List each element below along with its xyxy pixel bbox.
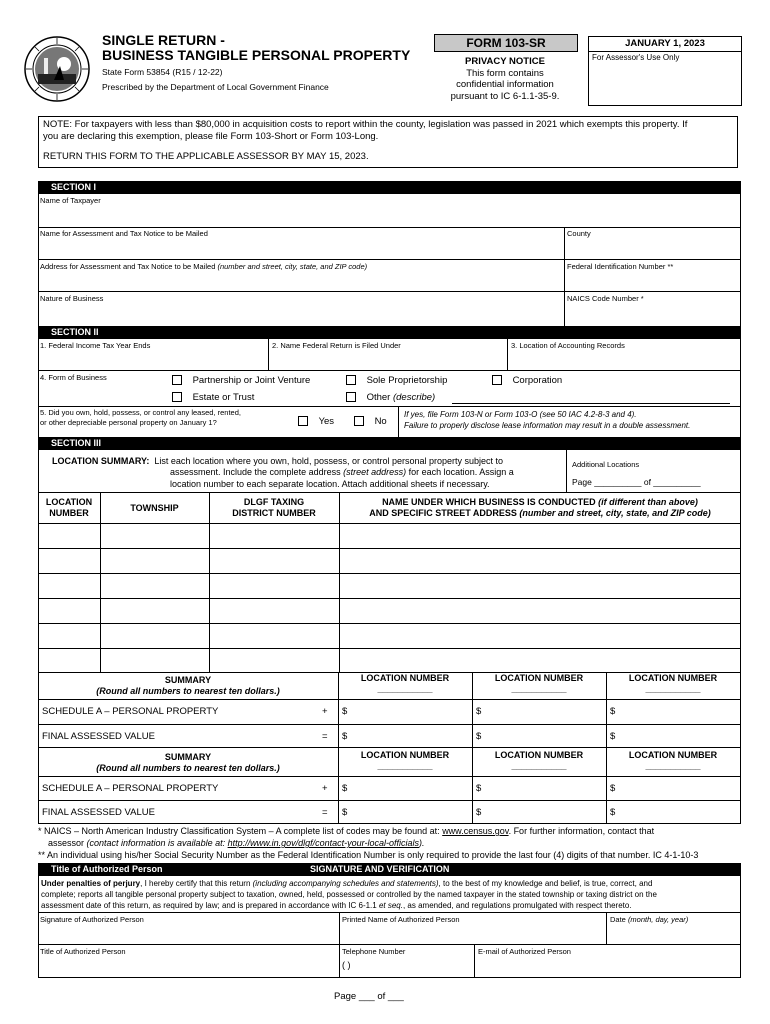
table-row[interactable] xyxy=(38,623,741,624)
col-business-name: NAME UNDER WHICH BUSINESS IS CONDUCTED (if different than above) AND SPECIFIC STREET ADDRESS (number and street, city, state, and ZIP code) xyxy=(369,497,711,518)
note-line: you are declaring this exemption, please file Form 103-Short or Form 103-Long. xyxy=(43,131,379,142)
section-1-header: SECTION I xyxy=(38,181,741,193)
checkbox[interactable] xyxy=(298,416,308,426)
dollar-field[interactable]: $ xyxy=(342,783,348,794)
dollar-field[interactable]: $ xyxy=(476,731,482,742)
dollar-field[interactable]: $ xyxy=(610,706,616,717)
prescribed-by: Prescribed by the Department of Local Government Finance xyxy=(102,82,329,92)
dollar-field[interactable]: $ xyxy=(610,807,616,818)
equals-sign: = xyxy=(322,731,328,742)
dollar-field[interactable]: $ xyxy=(610,731,616,742)
dollar-field[interactable]: $ xyxy=(342,807,348,818)
name-mailed-field[interactable]: Name for Assessment and Tax Notice to be Mailed xyxy=(40,229,208,238)
summary-title: SUMMARY xyxy=(164,752,212,762)
page-number: Page ___ of ___ xyxy=(334,991,404,1002)
dlgf-contact-link[interactable]: http://www.in.gov/dlgf/contact-your-local-officials xyxy=(227,838,420,848)
tax-year-ends-field[interactable]: 1. Federal Income Tax Year Ends xyxy=(40,341,151,350)
privacy-title: PRIVACY NOTICE xyxy=(465,56,545,67)
equals-sign: = xyxy=(322,807,328,818)
state-form-number: State Form 53854 (R15 / 12-22) xyxy=(102,67,223,77)
return-instruction: RETURN THIS FORM TO THE APPLICABLE ASSESSOR BY MAY 15, 2023. xyxy=(43,151,369,162)
final-assessed-label: FINAL ASSESSED VALUE xyxy=(42,807,155,818)
checkbox[interactable] xyxy=(346,392,356,402)
privacy-line: pursuant to IC 6-1.1-35-9. xyxy=(450,90,560,102)
location-number-header: LOCATION NUMBER ___________ xyxy=(494,673,584,694)
naics-footnote: * NAICS – North American Industry Classification System – A complete list of codes may be found at: www.census.gov. For further information, contact that xyxy=(38,826,655,836)
privacy-notice xyxy=(434,56,576,102)
section-3-header: SECTION III xyxy=(38,437,741,449)
federal-return-name-field[interactable]: 2. Name Federal Return is Filed Under xyxy=(272,341,401,350)
schedule-a-label: SCHEDULE A – PERSONAL PROPERTY xyxy=(42,783,219,794)
note-line: NOTE: For taxpayers with less than $80,000 in acquisition costs to report within the county, legislation was passed in 2021 which exempts this property. If xyxy=(43,119,688,130)
estate-trust-option[interactable]: Estate or Trust xyxy=(172,392,254,404)
col-township: TOWNSHIP xyxy=(130,503,179,513)
location-number-header: LOCATION NUMBER ___________ xyxy=(494,750,584,771)
privacy-line: confidential information xyxy=(456,79,554,90)
date-field[interactable]: Date (month, day, year) xyxy=(610,915,689,924)
nature-of-business-field[interactable]: Nature of Business xyxy=(40,294,104,303)
certification-line-2: complete; reports all tangible personal property subject to taxation, owned, held, possessed or controlled by the named taxpayer in the stated township or taxing district on the xyxy=(41,890,657,899)
accounting-records-field[interactable]: 3. Location of Accounting Records xyxy=(511,341,625,350)
state-seal xyxy=(24,36,90,102)
table-row[interactable] xyxy=(38,548,741,549)
email-field[interactable]: E-mail of Authorized Person xyxy=(478,947,571,956)
address-mailed-field[interactable]: Address for Assessment and Tax Notice to be Mailed (number and street, city, state, and ZIP code) xyxy=(40,262,368,271)
assessor-use-box xyxy=(588,36,742,106)
name-of-taxpayer-field[interactable]: Name of Taxpayer xyxy=(40,196,101,205)
table-row[interactable] xyxy=(38,573,741,574)
dollar-field[interactable]: $ xyxy=(610,783,616,794)
telephone-field[interactable]: Telephone Number xyxy=(342,947,406,956)
naics-code-field[interactable]: NAICS Code Number * xyxy=(567,294,644,303)
federal-id-field[interactable]: Federal Identification Number ** xyxy=(567,262,674,271)
assessor-use-label: For Assessor's Use Only xyxy=(592,53,680,62)
printed-name-field[interactable]: Printed Name of Authorized Person xyxy=(342,915,460,924)
other-option[interactable]: Other (describe) xyxy=(346,392,435,404)
summary-round-note: (Round all numbers to nearest ten dollars.) xyxy=(96,686,280,696)
title-field[interactable]: Title of Authorized Person xyxy=(40,947,126,956)
form-number-box: FORM 103-SR xyxy=(434,34,578,52)
col-location-number: LOCATION NUMBER xyxy=(45,497,93,518)
dollar-field[interactable]: $ xyxy=(476,783,482,794)
yes-option[interactable]: Yes xyxy=(298,416,334,428)
summary-round-note: (Round all numbers to nearest ten dollars.) xyxy=(96,763,280,773)
location-number-header: LOCATION NUMBER ___________ xyxy=(360,750,450,771)
title-line-1: SINGLE RETURN - xyxy=(102,32,225,48)
if-yes-note: If yes, file Form 103-N or Form 103-O (see 50 IAC 4.2-8-3 and 4). xyxy=(404,410,637,419)
checkbox[interactable] xyxy=(354,416,364,426)
failure-note: Failure to properly disclose lease information may result in a double assessment. xyxy=(404,421,691,430)
location-number-header: LOCATION NUMBER ___________ xyxy=(628,673,718,694)
dollar-field[interactable]: $ xyxy=(476,807,482,818)
checkbox[interactable] xyxy=(346,375,356,385)
form-of-business-label: 4. Form of Business xyxy=(40,373,107,382)
dollar-field[interactable]: $ xyxy=(342,706,348,717)
ssn-footnote: ** An individual using his/her Social Security Number as the Federal Identification Number is only required to provide the last four (4) digits of that number. IC 4-1-10-3 xyxy=(38,850,699,860)
census-link[interactable]: www.census.gov xyxy=(442,826,509,836)
no-option[interactable]: No xyxy=(354,416,387,428)
location-summary-instructions: LOCATION SUMMARY: List each location where you own, hold, possess, or control personal property subject to xyxy=(52,456,504,466)
privacy-line: This form contains xyxy=(466,67,544,79)
summary-title: SUMMARY xyxy=(164,675,212,685)
additional-locations-label: Additional Locations xyxy=(572,460,640,469)
section-1-frame xyxy=(38,193,741,327)
county-field[interactable]: County xyxy=(567,229,591,238)
section-4-header: Title of Authorized Person SIGNATURE AND VERIFICATION xyxy=(38,863,741,875)
section-2-header: SECTION II xyxy=(38,326,741,338)
final-assessed-label: FINAL ASSESSED VALUE xyxy=(42,731,155,742)
telephone-parens: ( ) xyxy=(342,960,351,970)
location-number-header: LOCATION NUMBER ___________ xyxy=(628,750,718,771)
note-box xyxy=(38,116,738,168)
signature-field[interactable]: Signature of Authorized Person xyxy=(40,915,144,924)
col-dlgf: DLGF TAXING DISTRICT NUMBER xyxy=(232,497,316,518)
q5-line-2: or other depreciable personal property on January 1? xyxy=(40,418,217,427)
plus-sign: + xyxy=(322,706,328,717)
certification-line-1: Under penalties of perjury, I hereby certify that this return (including accompanying schedules and statements), to the best of my knowledge and belief, is true, correct, and xyxy=(41,879,653,888)
certification-line-3: assessment date of this return, as required by law; and is prepared in accordance with IC 6-1.1 et seq., as amended, and regulations promulgated with respect thereto. xyxy=(41,901,632,910)
sole-proprietorship-option[interactable]: Sole Proprietorship xyxy=(346,375,447,387)
plus-sign: + xyxy=(322,783,328,794)
dollar-field[interactable]: $ xyxy=(476,706,482,717)
location-number-header: LOCATION NUMBER ___________ xyxy=(360,673,450,694)
table-row[interactable] xyxy=(38,598,741,599)
additional-page-of[interactable]: Page __________ of __________ xyxy=(572,477,701,487)
assessment-date: JANUARY 1, 2023 xyxy=(589,37,741,52)
schedule-a-label: SCHEDULE A – PERSONAL PROPERTY xyxy=(42,706,219,717)
location-summary-line-2: assessment. Include the complete address (street address) for each location. Assign a xyxy=(170,467,514,477)
checkbox[interactable] xyxy=(172,392,182,402)
dollar-field[interactable]: $ xyxy=(342,731,348,742)
naics-footnote-line-2: assessor (contact information is available at: http://www.in.gov/dlgf/contact-your-local-officials). xyxy=(48,838,425,848)
title-line-2: BUSINESS TANGIBLE PERSONAL PROPERTY xyxy=(102,47,411,63)
q5-line-1: 5. Did you own, hold, possess, or control any leased, rented, xyxy=(40,408,241,417)
partnership-option[interactable]: Partnership or Joint Venture xyxy=(172,375,310,387)
checkbox[interactable] xyxy=(172,375,182,385)
checkbox[interactable] xyxy=(492,375,502,385)
location-summary-line-3: location number to each separate location. Attach additional sheets if necessary. xyxy=(170,479,490,489)
table-row[interactable] xyxy=(38,648,741,649)
corporation-option[interactable]: Corporation xyxy=(492,375,562,387)
